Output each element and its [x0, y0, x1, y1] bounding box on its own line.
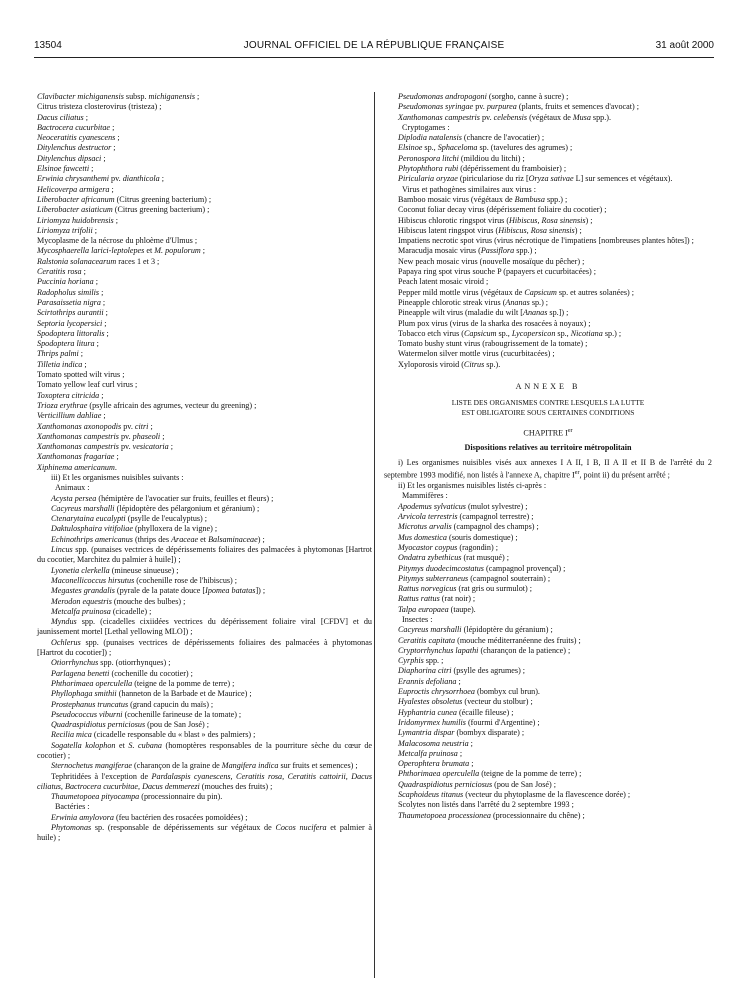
paragraph: New peach mosaic virus (nouvelle mosaïque du pêcher) ; — [398, 256, 585, 266]
section-heading: Bactéries : — [55, 802, 90, 812]
paragraph: Papaya ring spot virus souche P (papayers et cucurbitacées) ; — [398, 267, 597, 277]
paragraph: Rattus norvegicus (rat gris ou surmulot) ; — [398, 584, 533, 594]
annex-caption: LISTE DES ORGANISMES CONTRE LESQUELS LA LUTTE EST OBLIGATOIRE SOUS CERTAINES CONDITIONS — [451, 398, 645, 417]
paragraph: Pepper mild mottle virus (végétaux de Capsicum sp. et autres solanées) ; — [398, 287, 635, 297]
paragraph: Quadraspidiotus perniciosus (pou de San José) ; — [398, 779, 556, 789]
paragraph: Cacyreus marshalli (lépidoptère des pélargonium et géranium) ; — [51, 503, 260, 513]
paragraph: Tomato bushy stunt virus (rabougrissement de la tomate) ; — [398, 339, 588, 349]
paragraph: Quadraspidiotus perniciosus (pou de San José) ; — [51, 720, 209, 730]
paragraph: Tobacco etch virus (Capsicum sp., Lycopersicon sp., Nicotiana sp.) ; — [398, 328, 622, 338]
paragraph: Peronospora litchi (mildiou du litchi) ; — [398, 153, 525, 163]
right-column — [384, 92, 712, 821]
list-entry: Trioza erythrae (psylle africain des agrumes, vecteur du greening) ; — [37, 400, 257, 410]
section-heading: Virus et pathogènes similaires aux virus : — [402, 184, 536, 194]
page-header — [34, 40, 714, 56]
paragraph: Thaumetopoea pityocampa (processionnaire du pin). — [51, 792, 223, 802]
paragraph: Piricularia oryzae (piriculariose du riz [Oryza sativae L] sur semences et végétaux). — [398, 174, 673, 184]
paragraph: Pitymys subterraneus (campagnol souterrain) ; — [398, 573, 551, 583]
list-entry: Tilletia indica ; — [37, 359, 87, 369]
paragraph: Myndus spp. (cicadelles cixiidées vectrices du dépérissement foliaire viral [CFDV] et du jaunissement mortel [Lethal yellowing MLO]) ; — [37, 617, 372, 637]
list-entry: Tomato spotted wilt virus ; — [37, 370, 125, 380]
paragraph: Coconut foliar decay virus (dépérissement foliaire du cocotier) ; — [398, 205, 607, 215]
list-entry: Liriomyza huidobrensis ; — [37, 215, 118, 225]
paragraph: Sogatella kolophon et S. cubana (homoptères responsables de la pourriture sèche du cœur de cocotier) ; — [37, 740, 372, 760]
section-heading: Insectes : — [402, 614, 433, 624]
paragraph: Pseudococcus viburni (cochenille farineuse de la tomate) ; — [51, 709, 242, 719]
paragraph: Arvicola terrestris (campagnol terrestre) ; — [398, 512, 534, 522]
list-entry: Liberobacter asiaticum (Citrus greening bacterium) ; — [37, 205, 210, 215]
paragraph: Plum pox virus (virus de la sharka des rosacées à noyaux) ; — [398, 318, 591, 328]
paragraph: Daktulosphaira vitifoliae (phylloxera de la vigne) ; — [51, 524, 218, 534]
list-entry: Spodoptera litura ; — [37, 339, 99, 349]
publication-date: 31 août 2000 — [655, 40, 714, 51]
paragraph: Cyrphis spp. ; — [398, 656, 444, 666]
paragraph: Erannis defoliana ; — [398, 676, 461, 686]
section-heading: Cryptogames : — [402, 122, 450, 132]
paragraph: Mus domestica (souris domestique) ; — [398, 532, 518, 542]
list-entry: Xiphinema americanum. — [37, 462, 117, 472]
list-entry: Citrus tristeza closterovirus (tristeza) ; — [37, 102, 162, 112]
list-entry: Dacus ciliatus ; — [37, 112, 89, 122]
paragraph: Ochlerus spp. (punaises vectrices de dépérissements foliaires des palmacées à phytomonas [Hartrot du cocotier]) ; — [37, 637, 372, 658]
list-entry: Xanthomonas axonopodis pv. citri ; — [37, 421, 153, 431]
list-entry: Elsinoe fawcetti ; — [37, 164, 94, 174]
paragraph: Operophtera brumata ; — [398, 759, 474, 769]
paragraph: Hyalestes obsoletus (vecteur du stolbur) ; — [398, 697, 533, 707]
list-entry: Septoria lycopersici ; — [37, 318, 107, 328]
paragraph: Apodemus sylvaticus (mulot sylvestre) ; — [398, 501, 528, 511]
paragraph: Peach latent mosaic viroid ; — [398, 277, 489, 287]
left-column — [37, 92, 372, 844]
list-entry: Xanthomonas campestris pv. vesicatoria ; — [37, 442, 174, 452]
paragraph: Echinothrips americanus (thrips des Araceae et Balsaminaceae) ; — [51, 534, 265, 544]
list-entry: Xanthomonas fragariae ; — [37, 452, 119, 462]
paragraph: Cacyreus marshalli (lépidoptère du géranium) ; — [398, 625, 553, 635]
paragraph: Euproctis chrysorrhoea (bombyx cul brun). — [398, 687, 540, 697]
list-entry: Puccinia horiana ; — [37, 277, 98, 287]
paragraph: Xyloporosis viroid (Citrus sp.). — [398, 359, 501, 369]
paragraph: Diaphorina citri (psylle des agrumes) ; — [398, 666, 526, 676]
list-entry: Liriomyza trifolii ; — [37, 225, 98, 235]
list-entry: Thrips palmi ; — [37, 349, 84, 359]
paragraph: Malacosoma neustria ; — [398, 738, 473, 748]
paragraph: Rattus rattus (rat noir) ; — [398, 594, 476, 604]
paragraph: ii) Et les organismes nuisibles listés ci-après : — [398, 481, 547, 491]
list-entry: Clavibacter michiganensis subsp. michiganensis ; — [37, 92, 200, 101]
paragraph: Megastes grandalis (pyrale de la patate douce [Ipomea batatas]) ; — [51, 586, 266, 596]
paragraph: Pineapple wilt virus (maladie du wilt [Ananas sp.]) ; — [398, 308, 569, 318]
paragraph: Lincus spp. (punaises vectrices de dépérissements foliaires des palmacées à phytomonas [Hartrot du cocotier, Marchitez du palmier à huile]) ; — [37, 545, 372, 565]
paragraph: Scaphoideus titanus (vecteur du phytoplasme de la flavescence dorée) ; — [398, 790, 631, 800]
chapter-title: CHAPITRE Ier — [523, 427, 573, 438]
list-entry: Scirtothrips aurantii ; — [37, 308, 108, 318]
list-entry: Parasaissetia nigra ; — [37, 297, 106, 307]
paragraph: Phthorimaea operculella (teigne de la pomme de terre) ; — [398, 769, 582, 779]
column-divider — [374, 92, 375, 978]
paragraph: Prostephanus truncatus (grand capucin du maïs) ; — [51, 699, 214, 709]
list-entry: Ralstonia solanacearum races 1 et 3 ; — [37, 256, 160, 266]
paragraph: Pseudomonas syringae pv. purpurea (plants, fruits et semences d'avocat) ; — [398, 102, 639, 112]
paragraph: Parlagena benetti (cochenille du cocotier) ; — [51, 668, 193, 678]
paragraph: Elsinoe sp., Sphaceloma sp. (tavelures des agrumes) ; — [398, 143, 573, 153]
list-entry: Radopholus similis ; — [37, 287, 104, 297]
paragraph: Diplodia natalensis (chancre de l'avocatier) ; — [398, 133, 545, 143]
list-entry: Tomato yellow leaf curl virus ; — [37, 380, 138, 390]
paragraph: Phthorimaea operculella (teigne de la pomme de terre) ; — [51, 678, 235, 688]
list-entry: Xanthomonas campestris pv. phaseoli ; — [37, 431, 165, 441]
list-entry: Spodoptera littoralis ; — [37, 328, 109, 338]
paragraph: Myocastor coypus (ragondin) ; — [398, 542, 498, 552]
paragraph: Metcalfa pruinosa ; — [398, 748, 463, 758]
page-number: 13504 — [34, 40, 62, 51]
list-entry: Ditylenchus destructor ; — [37, 143, 116, 153]
paragraph: Tephritidées à l'exception de Pardalaspis cyanescens, Ceratitis rosa, Ceratitis cattoirii, Dacus ciliatus, Bactrocera cucurbitae, Dacus demmerezi (mouches des fruits) ; — [37, 771, 372, 791]
list-entry: Mycosphaerella larici-leptolepes et M. populorum ; — [37, 246, 206, 256]
header-rule — [34, 57, 714, 58]
paragraph: Lyonetia clerkella (mineuse sinueuse) ; — [51, 565, 179, 575]
paragraph: Bamboo mosaic virus (végétaux de Bambusa spp.) ; — [398, 194, 568, 204]
paragraph: Sternochetus mangiferae (charançon de la graine de Mangifera indica sur fruits et semences) ; — [51, 761, 358, 771]
paragraph: Hibiscus latent ringspot virus (Hibiscus, Rosa sinensis) ; — [398, 225, 582, 235]
paragraph: Phyllophaga smithii (hanneton de la Barbade et de Maurice) ; — [51, 689, 252, 699]
paragraph: Acysta persea (hémiptère de l'avocatier sur fruits, feuilles et fleurs) ; — [51, 493, 274, 503]
list-entry: Liberobacter africanum (Citrus greening bacterium) ; — [37, 194, 212, 204]
paragraph: Cryptorrhynchus lapathi (charançon de la patience) ; — [398, 645, 571, 655]
paragraph: Pineapple chlorotic streak virus (Ananas sp.) ; — [398, 297, 549, 307]
paragraph: Erwinia amylovora (feu bactérien des rosacées pomoïdées) ; — [51, 812, 248, 822]
paragraph: Phytomonas sp. (responsable de dépérissements sur végétaux de Cocos nucifera et palmier à huile) ; — [37, 823, 372, 843]
paragraph: Hibiscus chlorotic ringspot virus (Hibiscus, Rosa sinensis) ; — [398, 215, 593, 225]
paragraph: Watermelon silver mottle virus (cucurbitacées) ; — [398, 349, 555, 359]
paragraph: Thaumetopoea processionea (processionnaire du chêne) ; — [398, 810, 585, 820]
paragraph: Maconellicoccus hirsutus (cochenille rose de l'hibiscus) ; — [51, 575, 238, 585]
journal-title: JOURNAL OFFICIEL DE LA RÉPUBLIQUE FRANÇAISE — [243, 40, 505, 51]
list-entry: Helicoverpa armigera ; — [37, 184, 114, 194]
list-entry: Erwinia chrysanthemi pv. dianthicola ; — [37, 174, 165, 184]
paragraph: Pseudomonas andropogoni (sorgho, canne à sucre) ; — [398, 92, 569, 101]
paragraph: Microtus arvalis (campagnol des champs) ; — [398, 522, 539, 532]
paragraph: Metcalfa pruinosa (cicadelle) ; — [51, 606, 152, 616]
paragraph: iii) Et les organismes nuisibles suivants : — [51, 472, 184, 482]
paragraph: Ondatra zybethicus (rat musqué) ; — [398, 553, 510, 563]
paragraph: Ctenarytaina eucalypti (psylle de l'eucalyptus) ; — [51, 514, 208, 524]
section-heading: Mammifères : — [402, 491, 448, 501]
paragraph: Impatiens necrotic spot virus (virus nécrotique de l'impatiens [nombreuses plantes hôtes]) ; — [398, 236, 694, 246]
paragraph: Recilia mica (cicadelle responsable du « blast » des palmiers) ; — [51, 730, 256, 740]
paragraph: Pitymys duodecimcostatus (campagnol provençal) ; — [398, 563, 566, 573]
list-entry: Ceratitis rosa ; — [37, 267, 86, 277]
paragraph: Merodon equestris (mouche des bulbes) ; — [51, 596, 186, 606]
annex-title: ANNEXE B — [515, 382, 581, 392]
list-entry: Mycoplasme de la nécrose du phloème d'Ulmus ; — [37, 236, 198, 246]
list-entry: Verticillium dahliae ; — [37, 411, 106, 421]
list-entry: Bactrocera cucurbitae ; — [37, 122, 115, 132]
paragraph: Otiorrhynchus spp. (otiorrhynques) ; — [51, 658, 171, 668]
paragraph: Scolytes non listés dans l'arrêté du 2 septembre 1993 ; — [398, 800, 574, 810]
section-heading: Animaux : — [55, 483, 90, 493]
paragraph: Ceratitis capitata (mouche méditerranéenne des fruits) ; — [398, 635, 581, 645]
paragraph: Maracudja mosaic virus (Passiflora spp.) ; — [398, 246, 537, 256]
list-entry: Neoceratitis cyanescens ; — [37, 133, 120, 143]
paragraph: Xanthomonas campestris pv. celebensis (végétaux de Musa spp.). — [398, 112, 611, 122]
paragraph: Iridomyrmex humilis (fourmi d'Argentine) ; — [398, 717, 540, 727]
list-entry: Ditylenchus dipsaci ; — [37, 153, 106, 163]
paragraph: Talpa europaea (taupe). — [398, 604, 476, 614]
paragraph: Hyphantria cunea (écaille fileuse) ; — [398, 707, 514, 717]
paragraph: Phytophthora rubi (dépérissement du framboisier) ; — [398, 164, 567, 174]
paragraph: Lymantria dispar (bombyx disparate) ; — [398, 728, 525, 738]
section-title: Dispositions relatives au territoire métropolitain — [464, 442, 632, 452]
list-entry: Toxoptera citricida ; — [37, 390, 104, 400]
paragraph: i) Les organismes nuisibles visés aux annexes I A II, I B, II A II et II B de l'arrêté du 2 septembre 1993 modifié, non listés à l'annexe A, chapitre Ier, point ii) du présent arrêté ; — [384, 457, 712, 480]
